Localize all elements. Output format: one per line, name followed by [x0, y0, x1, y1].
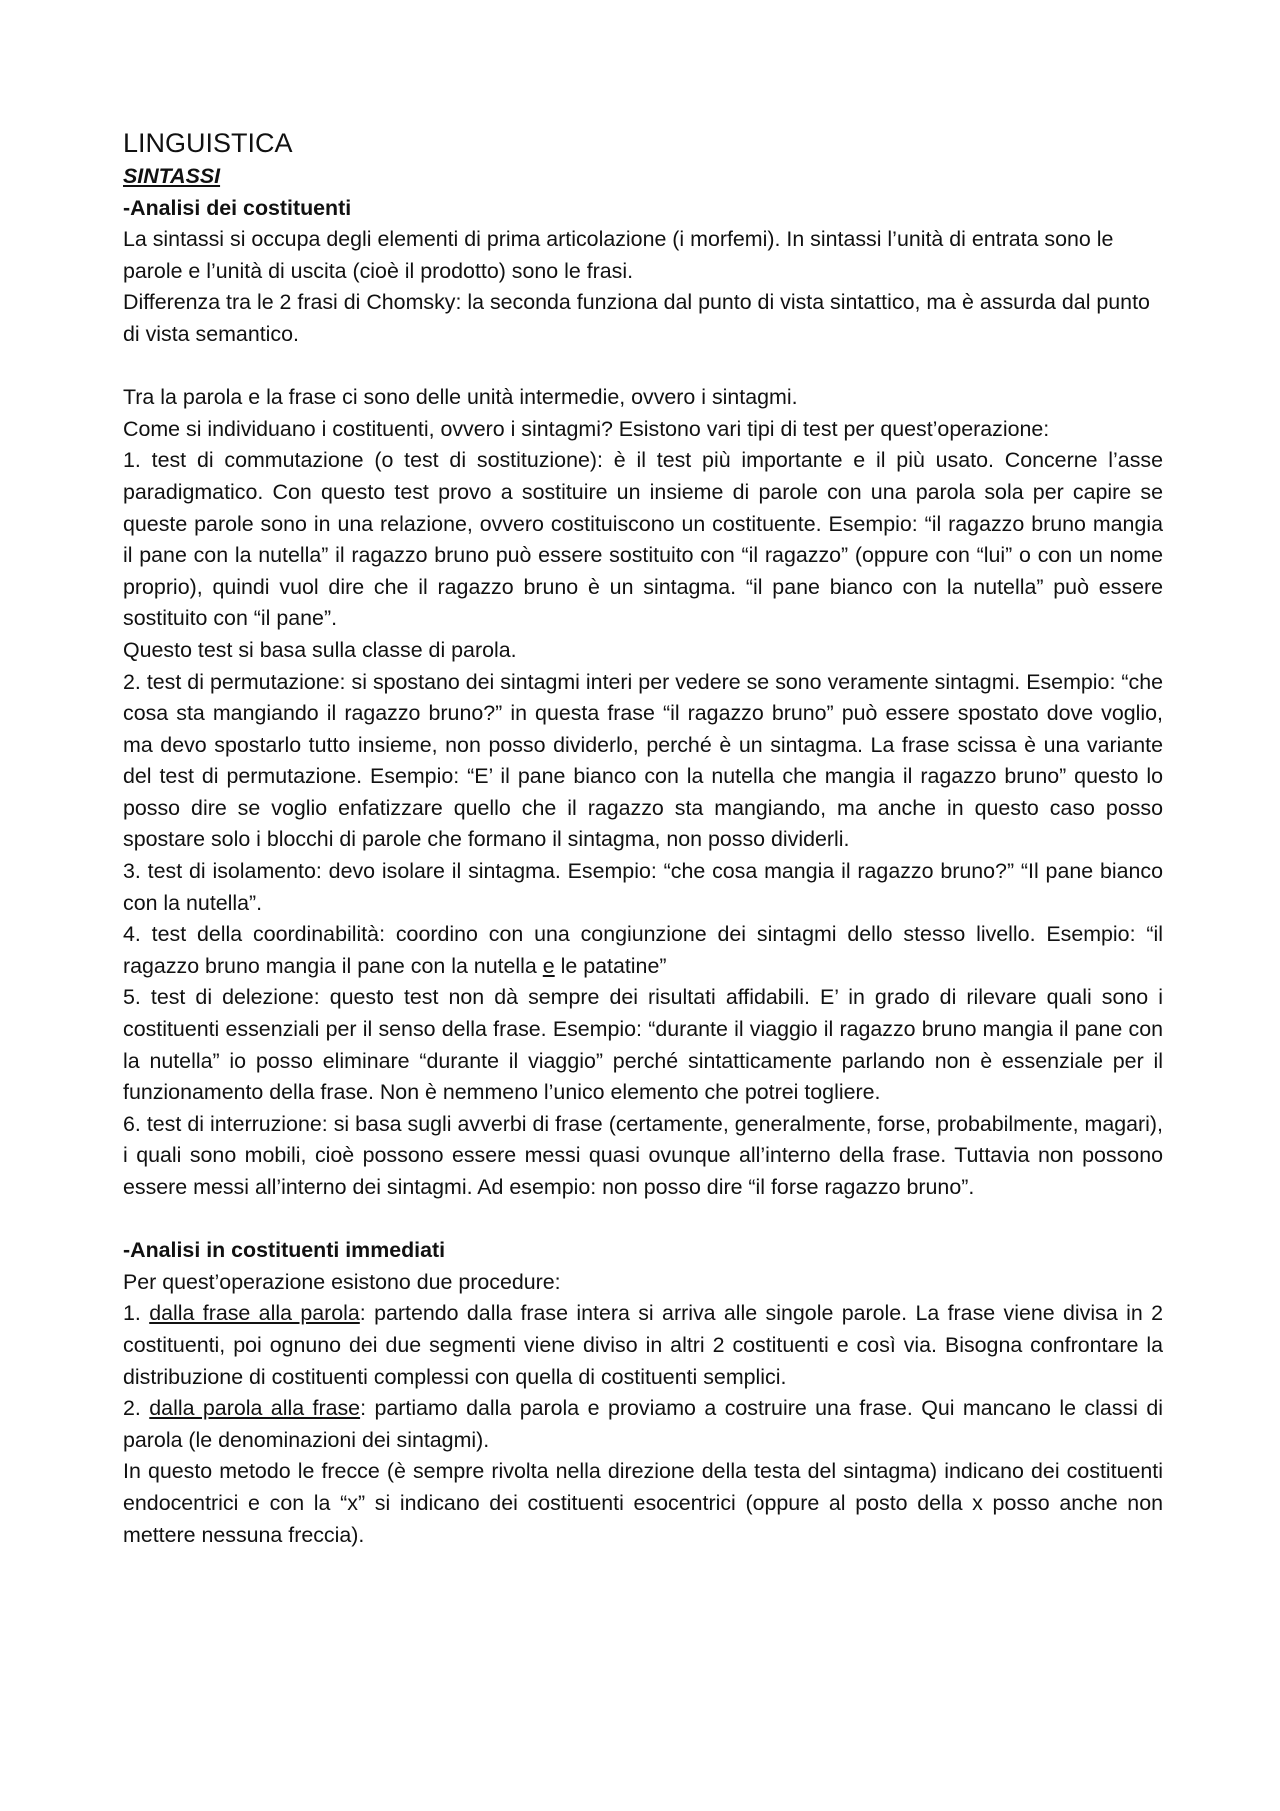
- paragraph-test-permutazione: 2. test di permutazione: si spostano dei sintagmi interi per vedere se sono veramente sintagmi. Esempio: “che cosa sta mangiando il ragazzo bruno?” in questa frase “il ragazzo bruno” può essere spostato dove voglio, ma devo spostarlo tutto insieme, non posso dividerlo, perché è un sintagma. La frase scissa è una variante del test di permutazione. Esempio: “E’ il pane bianco con la nutella che mangia il ragazzo bruno” questo lo posso dire se voglio enfatizzare quello che il ragazzo sta mangiando, ma anche in questo caso posso spostare solo i blocchi di parole che formano il sintagma, non posso dividerli.: [123, 669, 1163, 852]
- paragraph-procedure-1: [123, 1298, 1163, 1393]
- text-segment: : partiamo dalla parola e proviamo a costruire una frase. Qui mancano le classi di parola (le denominazioni dei sintagmi).: [123, 1396, 1163, 1452]
- paragraph-test-delezione: 5. test di delezione: questo test non dà sempre dei risultati affidabili. E’ in grado di rilevare quali sono i costituenti essenziali per il senso della frase. Esempio: “durante il viaggio il ragazzo bruno mangia il pane con la nutella” io posso eliminare “durante il viaggio” perché sintatticamente parlando non è essenziale per il funzionamento della frase. Non è nemmeno l’unico elemento che potrei togliere.: [123, 985, 1163, 1105]
- subsection-title-costituenti: -Analisi dei costituenti: [123, 195, 352, 220]
- subsection-title-costituenti-immediati: -Analisi in costituenti immediati: [123, 1238, 446, 1263]
- paragraph-question: Come si individuano i costituenti, ovvero i sintagmi? Esistono vari tipi di test per quest’operazione:: [123, 416, 1050, 441]
- document-title: LINGUISTICA: [123, 128, 293, 158]
- paragraph-procedure-2: [123, 1393, 1163, 1456]
- text-segment: : partendo dalla frase intera si arriva alle singole parole. La frase viene divisa in 2 costituenti, poi ognuno dei due segmenti viene diviso in altri 2 costituenti e così via. Bisogna confrontare la distribuzione di costituenti complessi con quella di costituenti semplici.: [123, 1301, 1163, 1389]
- blank-line: [123, 351, 1163, 383]
- text-segment: le patatine”: [554, 953, 667, 978]
- paragraph-procedure: Per quest’operazione esistono due procedure:: [123, 1269, 561, 1294]
- paragraph-sintagmi: Tra la parola e la frase ci sono delle unità intermedie, ovvero i sintagmi.: [123, 385, 798, 410]
- document-page: [123, 126, 1163, 1551]
- paragraph-test-interruzione: 6. test di interruzione: si basa sugli avverbi di frase (certamente, generalmente, forse, probabilmente, magari), i quali sono mobili, cioè possono essere messi quasi ovunque all’interno della frase. Tuttavia non possono essere messi all’interno dei sintagmi. Ad esempio: non posso dire “il forse ragazzo bruno”.: [123, 1111, 1163, 1199]
- paragraph-classe-parola: Questo test si basa sulla classe di parola.: [123, 637, 517, 662]
- underlined-term: dalla frase alla parola: [149, 1301, 360, 1326]
- paragraph-frecce: In questo metodo le frecce (è sempre rivolta nella direzione della testa del sintagma) indicano dei costituenti endocentrici e con la “x” si indicano dei costituenti esocentrici (oppure al posto della x posso anche non mettere nessuna freccia).: [123, 1459, 1163, 1547]
- paragraph-test-isolamento: 3. test di isolamento: devo isolare il sintagma. Esempio: “che cosa mangia il ragazzo bruno?” “Il pane bianco con la nutella”.: [123, 859, 1163, 915]
- paragraph-chomsky: Differenza tra le 2 frasi di Chomsky: la seconda funziona dal punto di vista sintattico, ma è assurda dal punto di vista semantico.: [123, 290, 1150, 346]
- paragraph-test-coordinabilita: [123, 919, 1163, 982]
- text-segment: 4. test della coordinabilità: coordino con una congiunzione dei sintagmi dello stesso livello. Esempio: “il ragazzo bruno mangia il pane con la nutella: [123, 922, 1163, 978]
- text-segment: 1.: [123, 1301, 150, 1326]
- paragraph-test-commutazione: 1. test di commutazione (o test di sostituzione): è il test più importante e il più usato. Concerne l’asse paradigmatico. Con questo test provo a sostituire un insieme di parole con una parola sola per capire se queste parole sono in una relazione, ovvero costituiscono un costituente. Esempio: “il ragazzo bruno mangia il pane con la nutella” il ragazzo bruno può essere sostituito con “il ragazzo” (oppure con “lui” o con un nome proprio), quindi vuol dire che il ragazzo bruno è un sintagma. “il pane bianco con la nutella” può essere sostituito con “il pane”.: [123, 448, 1163, 631]
- section-title: SINTASSI: [123, 164, 221, 188]
- paragraph-intro: La sintassi si occupa degli elementi di prima articolazione (i morfemi). In sintassi l’unità di entrata sono le parole e l’unità di uscita (cioè il prodotto) sono le frasi.: [123, 227, 1114, 283]
- text-segment: 2.: [123, 1396, 150, 1421]
- blank-line: [123, 1204, 1163, 1236]
- underlined-term: dalla parola alla frase: [149, 1396, 361, 1421]
- underlined-conjunction: e: [542, 953, 555, 978]
